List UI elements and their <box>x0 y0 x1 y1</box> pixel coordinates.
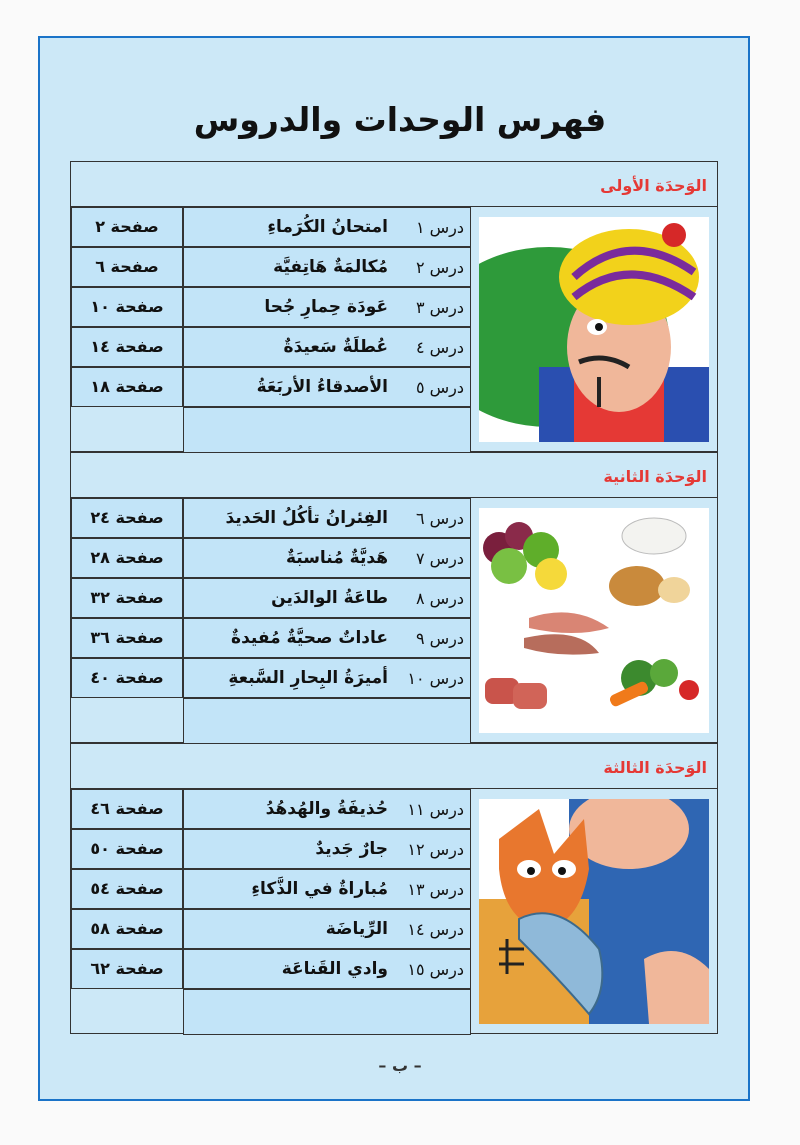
lesson-title: عاداتٌ صحيَّةٌ مُفيدةٌ <box>231 628 388 648</box>
lesson-title: الأصدقاءُ الأربَعَةُ <box>256 377 388 397</box>
lesson-number: درس ٢ <box>415 258 464 277</box>
lesson-title: حُذيفَةُ والهُدهُدُ <box>265 799 388 819</box>
lesson-row <box>183 829 471 869</box>
lesson-row <box>183 207 471 247</box>
lesson-row <box>183 327 471 367</box>
page-number: صفحة ٤٠ <box>71 658 183 698</box>
lesson-number: درس ٨ <box>415 589 464 608</box>
lesson-number: درس ٧ <box>415 549 464 568</box>
lesson-number: درس ٥ <box>415 378 464 397</box>
lesson-title: مُكالمَةٌ هَاتِفيَّة <box>273 257 388 277</box>
lesson-title: وادي القَناعَة <box>281 959 388 979</box>
page-number: صفحة ٣٦ <box>71 618 183 658</box>
lesson-number: درس ١٣ <box>407 880 464 899</box>
lesson-title: مُباراةٌ في الذَّكاءِ <box>251 879 388 899</box>
page-number: صفحة ٣٢ <box>71 578 183 618</box>
lesson-number: درس ١ <box>415 218 464 237</box>
lesson-title: عُطلَةٌ سَعيدَةٌ <box>283 337 388 357</box>
page-footer: – ب – <box>378 1056 422 1075</box>
unit-image-cell <box>469 498 717 742</box>
unit-name: الوَحدَة الثانية <box>603 467 707 486</box>
lesson-row <box>183 618 471 658</box>
lesson-number: درس ١٤ <box>407 920 464 939</box>
lesson-row <box>183 498 471 538</box>
lesson-list <box>183 789 471 1033</box>
page-number: صفحة ١٨ <box>71 367 183 407</box>
unit-name: الوَحدَة الأولى <box>600 176 707 195</box>
turban-man-illustration <box>479 217 709 442</box>
lesson-row <box>183 538 471 578</box>
page-number: صفحة ١٠ <box>71 287 183 327</box>
lesson-title: جارٌ جَديدٌ <box>315 839 388 859</box>
unit-image-cell <box>469 207 717 451</box>
lesson-number: درس ٩ <box>415 629 464 648</box>
lesson-title: هَديَّةٌ مُناسبَةٌ <box>285 548 388 568</box>
lesson-list <box>183 498 471 742</box>
lesson-number: درس ١٥ <box>407 960 464 979</box>
unit-header-2 <box>70 452 718 498</box>
lesson-row-empty <box>183 698 471 744</box>
unit-block-3 <box>70 788 718 1034</box>
fox-fish-illustration <box>479 799 709 1024</box>
lesson-row <box>183 367 471 407</box>
lesson-row <box>183 578 471 618</box>
page-number: صفحة ٥٠ <box>71 829 183 869</box>
lesson-number: درس ١٢ <box>407 840 464 859</box>
food-collage-photo <box>479 508 709 733</box>
unit-header-1 <box>70 161 718 207</box>
lesson-row <box>183 869 471 909</box>
lesson-number: درس ١٠ <box>407 669 464 688</box>
lesson-list <box>183 207 471 451</box>
lesson-row <box>183 949 471 989</box>
page-number: صفحة ٥٤ <box>71 869 183 909</box>
lesson-row <box>183 247 471 287</box>
page-number: صفحة ٦ <box>71 247 183 287</box>
page-number: صفحة ٤٦ <box>71 789 183 829</box>
page-title: فهرس الوحدات والدروس <box>193 100 607 139</box>
lesson-title: الفِئرانُ تأكُلُ الحَديدَ <box>225 508 388 528</box>
lesson-number: درس ٣ <box>415 298 464 317</box>
page-number: صفحة ١٤ <box>71 327 183 367</box>
lesson-row <box>183 287 471 327</box>
lesson-title: امتحانُ الكُرَماءِ <box>267 217 388 237</box>
lesson-number: درس ١١ <box>407 800 464 819</box>
lesson-number: درس ٦ <box>415 509 464 528</box>
lesson-title: عَودَة حِمارِ جُحا <box>264 297 388 317</box>
page-number: صفحة ٢ <box>71 207 183 247</box>
page-number: صفحة ٦٢ <box>71 949 183 989</box>
unit-name: الوَحدَة الثالثة <box>603 758 707 777</box>
unit-header-3 <box>70 743 718 789</box>
unit-block-1 <box>70 206 718 452</box>
lesson-row <box>183 658 471 698</box>
unit-block-2 <box>70 497 718 743</box>
lesson-title: الرِّياضَة <box>325 919 388 939</box>
lesson-title: طاعَةُ الوالدَين <box>271 588 388 608</box>
page-number: صفحة ٢٤ <box>71 498 183 538</box>
page-number: صفحة ٥٨ <box>71 909 183 949</box>
page-number: صفحة ٢٨ <box>71 538 183 578</box>
lesson-row-empty <box>183 989 471 1035</box>
lesson-number: درس ٤ <box>415 338 464 357</box>
unit-image-cell <box>469 789 717 1033</box>
lesson-row <box>183 789 471 829</box>
lesson-title: أميرَةُ البِحارِ السَّبعةِ <box>228 668 388 688</box>
lesson-row <box>183 909 471 949</box>
lesson-row-empty <box>183 407 471 453</box>
